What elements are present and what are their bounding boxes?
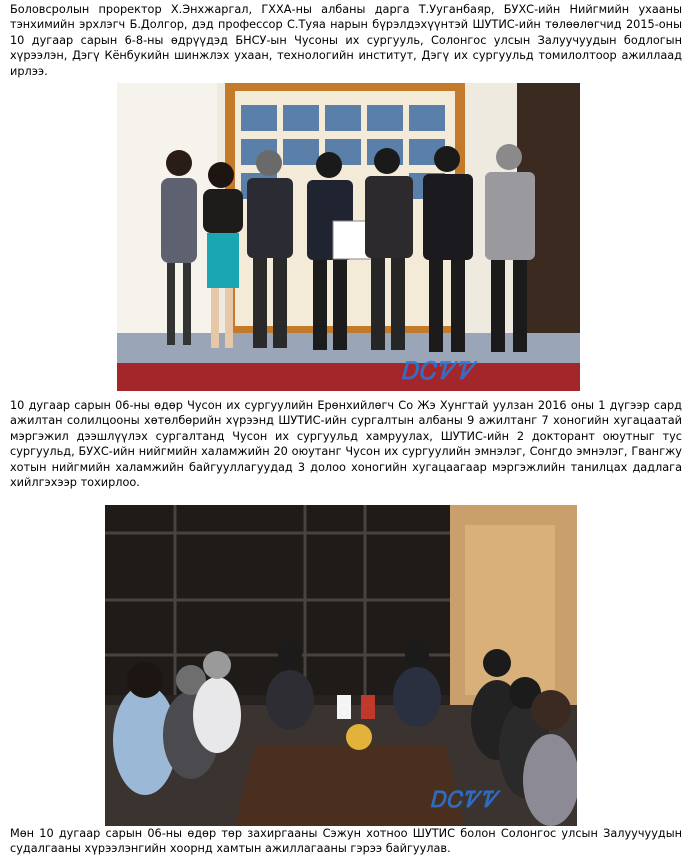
meeting-photo xyxy=(105,505,577,826)
meeting-photo-illustration xyxy=(105,505,577,826)
agreement-paragraph: Мөн 10 дугаар сарын 06-ны өдөр төр захиргааны Сэжун хотноо ШУТИС болон Солонгос улсын Залуучуудын судалгааны хүрээлэнгийн хоорнд хамтын ажиллагааны гэрээ байгуулав. xyxy=(10,827,682,856)
meeting-paragraph: 10 дугаар сарын 06-ны өдөр Чусон их сургуулийн Ерөнхийлөгч Со Жэ Хунгтай уулзан 2016 оны 1 дүгээр сард ажилтан солилцооны хөтөлбөрийн хүрээнд ШУТИС-ийн сургалтын албаны 9 ажилтанг 7 хоногийн хугацаатай мэргэжил дээшлүүлэх сургалтанд Чусон их сургуульд хамруулах, ШУТИС-ийн 2 докторант оюутныг тус сургуульд, БУХС-ийн нийгмийн халамжийн 20 оюутанг Чусон их сургуулийн эмнэлэг, Сонгдо эмнэлэг, Гвангжу хотын нийгмийн халамжийн байгууллагуудад 3 долоо хоногийн хугацаагаар мэргэжлийн танилцах дадлага хийлгэхээр тохирлоо. xyxy=(10,399,682,490)
watermark-logo: ᎠᏟᏤᏤ xyxy=(430,788,499,813)
watermark-logo: ᎠᏟᏤᏤ xyxy=(401,357,476,385)
group-photo xyxy=(117,83,580,391)
group-photo-illustration xyxy=(117,83,580,391)
intro-paragraph: Боловсролын проректор Х.Энхжаргал, ГХХА-ны албаны дарга Т.Ууганбаяр, БУХС-ийн Нийгмийн ухааны тэнхимийн эрхлэгч Б.Долгор, дэд профессор С.Туяа нарын бүрэлдэхүүнтэй ШУТИС-ийн төлөөлөгчид 2015-оны 10 дугаар сарын 6-8-ны өдрүүдэд БНСУ-ын Чусоны их сургууль, Солонгос улсын Залуучуудын бодлогын хүрээлэн, Дэгү Кёнбукийн шинжлэх ухаан, технологийн институт, Дэгү их сургуульд томилолтоор ажиллаад ирлээ. xyxy=(10,3,682,78)
